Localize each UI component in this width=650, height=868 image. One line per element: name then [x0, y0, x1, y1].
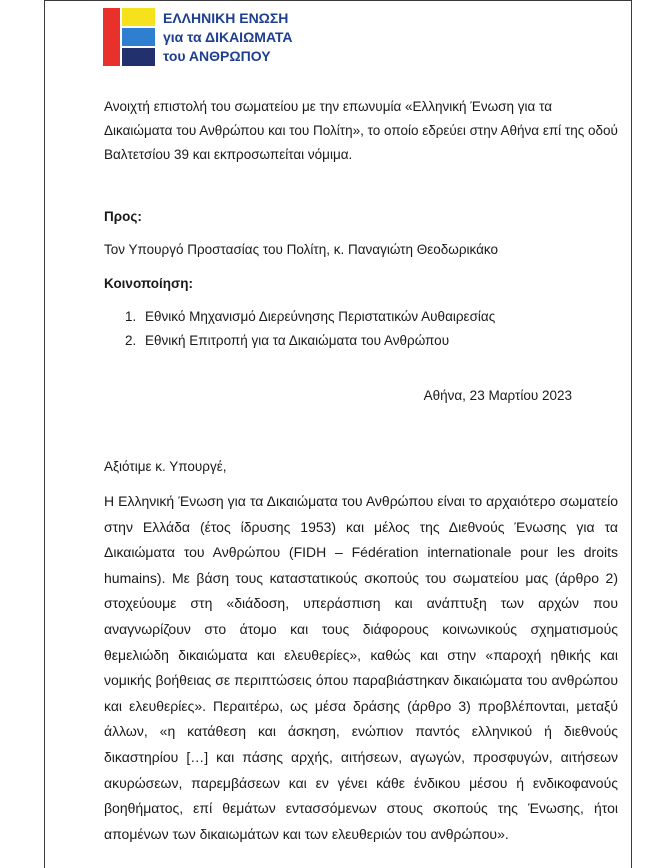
letter-date: Αθήνα, 23 Μαρτίου 2023 — [423, 388, 572, 403]
recipient-text: Τον Υπουργό Προστασίας του Πολίτη, κ. Παναγιώτη Θεοδωρικάκο — [104, 242, 499, 257]
logo-red-block — [103, 8, 120, 66]
cc-list — [125, 305, 495, 353]
cc-item-number: 2. — [125, 333, 137, 348]
recipient-label: Προς: — [104, 209, 142, 224]
cc-item-text: Εθνική Επιτροπή για τα Δικαιώματα του Ανθρώπου — [145, 333, 450, 348]
salutation: Αξιότιμε κ. Υπουργέ, — [104, 459, 227, 474]
logo-yellow-block — [122, 8, 155, 26]
logo-text-line-3: του ΑΝΘΡΩΠΟΥ — [163, 48, 271, 64]
logo-text-line-1: ΕΛΛΗΝΙΚΗ ΕΝΩΣΗ — [163, 10, 289, 26]
cc-label: Κοινοποίηση: — [104, 276, 193, 291]
cc-item-text: Εθνικό Μηχανισμό Διερεύνησης Περιστατικών Αυθαιρεσίας — [145, 309, 496, 324]
logo-blue-block — [122, 28, 155, 46]
letter-body-paragraph: Η Ελληνική Ένωση για τα Δικαιώματα του Ανθρώπου είναι το αρχαιότερο σωματείο στην Ελλάδα (έτος ίδρυσης 1953) και μέλος της Διεθνούς Ένωσης για τα Δικαιώματα του Ανθρώπου (FIDH – Fédération internationale pour les droits humains). Με βάση τους καταστατικούς σκοπούς του σωματείου μας (άρθρο 2) στοχεύουμε στη «διάδοση, υπεράσπιση και ανάπτυξη των αρχών που αναγνωρίζουν στο άτομο και τους διάφορους κοινωνικούς σχηματισμούς θεμελιώδη δικαιώματα και ελευθερίες», καθώς και στην «παροχή ηθικής και νομικής βοήθειας σε περιπτώσεις όπου παραβιάστηκαν δικαιώματα του ανθρώπου και ελευθερίες». Περαιτέρω, ως μέσα δράσης (άρθρο 3) προβλέπονται, μεταξύ άλλων, «η κατάθεση και άσκηση, ενώπιον παντός ελληνικού ή διεθνούς δικαστηρίου […] και πάσης αρχής, αιτήσεων, αγωγών, προσφυγών, αιτήσεων ακυρώσεων, παρεμβάσεων και εν γένει κάθε ένδικου μέσου ή ενδικοφανούς βοηθήματος, επί θεμάτων εντασσόμενων στους σκοπούς της Ένωσης, ήτοι απομένων των δικαιωμάτων και των ελευθεριών του ανθρώπου». — [104, 493, 618, 842]
logo-text-line-2: για τα ΔΙΚΑΙΩΜΑΤΑ — [163, 29, 293, 45]
organization-logo — [103, 8, 318, 66]
letter-intro: Ανοιχτή επιστολή του σωματείου με την επωνυμία «Ελληνική Ένωση για τα Δικαιώματα του Ανθρώπου και του Πολίτη», το οποίο εδρεύει στην Αθήνα επί της οδού Βαλτετσίου 39 και εκπροσωπείται νόμιμα. — [104, 99, 618, 162]
cc-list-item — [125, 329, 495, 353]
cc-item-number: 1. — [125, 309, 137, 324]
logo-navy-block — [122, 48, 155, 66]
letter-page — [44, 0, 632, 868]
cc-list-item — [125, 305, 495, 329]
